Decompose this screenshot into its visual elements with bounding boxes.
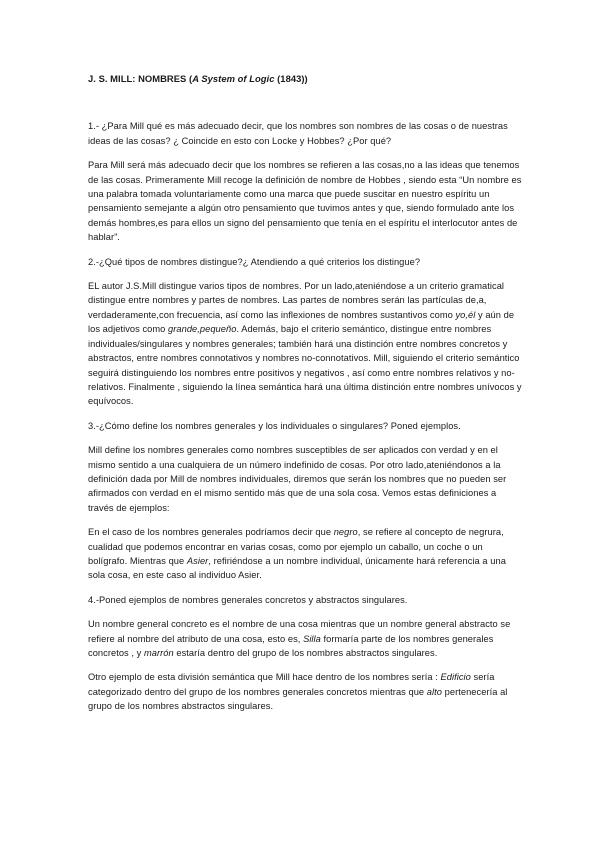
document-title (88, 72, 522, 86)
document-page (88, 72, 522, 724)
example-text-3: , refiriéndose a un nombre individual, únicamente hará referencia a una sola cosa, en este caso al individuo Asier. (88, 555, 506, 581)
title-author: J. S. MILL: NOMBRES ( (88, 73, 193, 84)
answer-4b-text-3: pertenecería al grupo de los nombres abstractos singulares. (88, 686, 508, 712)
answer-4-text-1: Un nombre general concreto es el nombre de una cosa mientras que un nombre general abstracto se refiere al nombre del atributo de una cosa, esto es, (88, 619, 511, 644)
example-italic-2: Asier (186, 555, 209, 566)
title-year: (1843)) (274, 73, 308, 84)
answer-4b-text-1: Otro ejemplo de esta división semántica que Mill hace dentro de los nombres sería : (88, 672, 441, 683)
example-italic-1: negro (333, 527, 358, 538)
answer-1: Para Mill será más adecuado decir que los nombres se refieren a las cosas,no a las ideas que tenemos de las cosas. Primeramente Mill recoge la definición de nombre de Hobbes , siendo esta “Un nombre es una palabra tomada voluntariamente como una marca que puede suscitar en nuestro espíritu un pensamiento semejante a algún otro pensamiento que tuvimos antes y que, siendo formulado ante los demás hombres,es para ellos un signo del pensamiento que tenía en el espíritu el interlocutor antes de hablar”. (88, 160, 522, 243)
answer-2-text-1: EL autor J.S.Mill distingue varios tipos de nombres. Por un lado,ateniéndose a un criterio gramatical distingue entre nombres y partes de nombres. Las partes de nombres serán las partículas de,a, verdaderamente,con frecuencia, así como las inflexiones de nombres sustantivos como (88, 281, 505, 320)
answer-2-text-3: . Además, bajo el criterio semántico, distingue entre nombres individuales/singulares y nombres generales; también hará una distinción entre nombres concretos y abstractos, entre nombres connotativos y nombres no-connotativos. Mill, siguiendo el criterio semántico seguirá distinguiendo los nombres entre positivos y negativos , así como entre nombres relativos y no-relativos. Finalmente , siguiendo la línea semántica hará una última distinción entre nombres unívocos y equívocos. (88, 324, 522, 407)
answer-2-italic-2: grande,pequeño (168, 324, 237, 335)
answer-4-second-example (88, 670, 522, 713)
example-text-1: En el caso de los nombres generales podríamos decir que (88, 527, 334, 538)
answer-4 (88, 617, 522, 660)
answer-2 (88, 279, 522, 409)
question-2: 2.-¿Qué tipos de nombres distingue?¿ Atendiendo a qué criterios los distingue? (88, 256, 421, 267)
answer-4b-text-2: sería categorizado dentro del grupo de los nombres generales concretos mientras que (88, 672, 495, 697)
answer-4-italic-2: marrón (144, 648, 174, 658)
example-text-2: , se refiere al concepto de negrura, cualidad que podemos encontrar en varias cosas, como por ejemplo un caballo, un coche o un bolígrafo. Mientras que (88, 527, 504, 566)
answer-4-italic-1: Silla (303, 633, 321, 644)
answer-3: Mill define los nombres generales como nombres susceptibles de ser aplicados con verdad y en el mismo sentido a una cualquiera de un número indefinido de cosas. Por otro lado,ateniéndonos a la definición dada por Mill de nombres individuales, diremos que serán los nombres que no pueden ser afirmados con verdad en el mismo sentido más que de una sola cosa. Vemos estas definiciones a través de ejemplos: (88, 445, 507, 513)
answer-4-text-2: formaría parte de los nombres generales concretos , y (88, 633, 494, 658)
answer-4b-italic-2: alto (426, 686, 442, 697)
answer-2-italic-1: yo,él (455, 309, 476, 320)
answer-4b-italic-1: Edificio (440, 672, 471, 683)
question-4: 4.-Poned ejemplos de nombres generales concretos y abstractos singulares. (88, 594, 408, 605)
question-1: 1.- ¿Para Mill qué es más adecuado decir, que los nombres son nombres de las cosas o de nuestras ideas de las cosas? ¿ Coincide en esto con Locke y Hobbes? ¿Por qué? (88, 121, 508, 146)
answer-4-text-3: estaría dentro del grupo de los nombres abstractos singulares. (173, 648, 438, 658)
title-book: A System of Logic (192, 73, 275, 84)
answer-2-text-2: y aún de los adjetivos como (88, 309, 515, 335)
question-3: 3.-¿Cómo define los nombres generales y los individuales o singulares? Poned ejemplos. (88, 420, 461, 431)
answer-3-examples (88, 525, 522, 583)
